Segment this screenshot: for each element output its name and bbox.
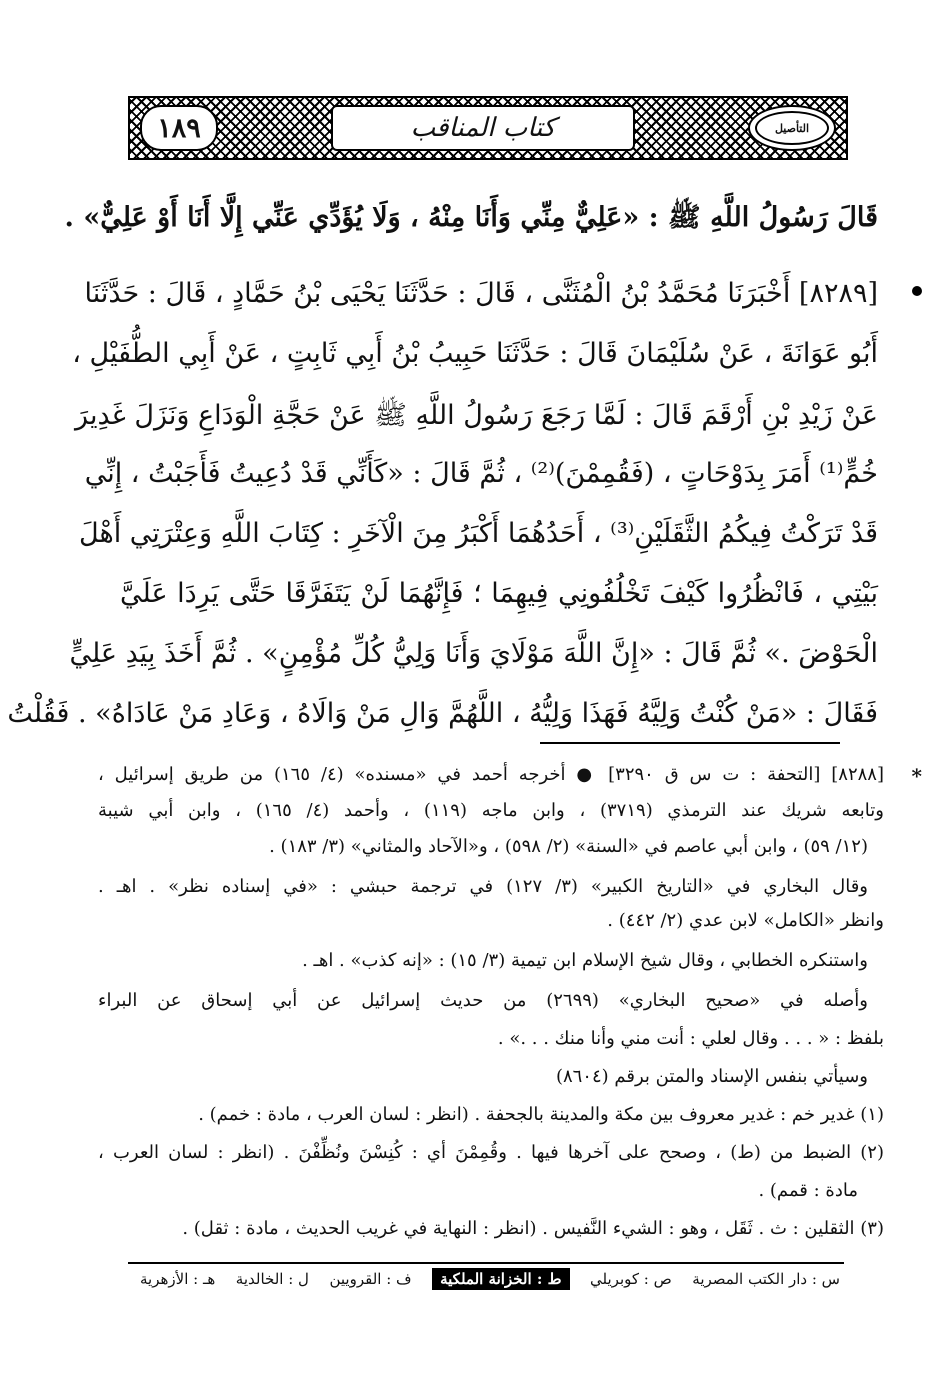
footnote-line: وتابعه شريك عند الترمذي (٣٧١٩) ، وابن ماجه (١١٩) ، وأحمد (٤/ ١٦٥) ، وابن أبي شيبة [98,800,884,821]
text-line: عَنْ زَيْدِ بْنِ أَرْقَمَ قَالَ : لَمَّا رَجَعَ رَسُولُ اللَّهِ ﷺ عَنْ حَجَّةِ الْوَدَاعِ وَنَزَلَ غَدِيرَ [75,400,878,431]
star-mark: * [911,764,922,788]
text-line: خُمٍّ⁽¹⁾ أَمَرَ بِدَوْحَاتٍ ، (فَقُمِمْنَ)⁽²⁾ ، ثُمَّ قَالَ : «كَأَنِّي قَدْ دُعِيتُ فَأَجَبْتُ ، إِنِّي [84,458,878,489]
page-header [128,96,848,160]
siglum: ص : كوبريلي [590,1270,672,1288]
footnote-line: (٢) الضبط من (ط) ، وصحح على آخرها فيها . وقُمِمْنَ أي : كُنِسْنَ ونُظِّفْنَ . (انظر : لسان العرب ، [98,1142,884,1163]
book-title: كتاب المناقب [331,105,635,151]
siglum: هـ : الأزهرية [140,1270,216,1288]
footnote-line: (١٢/ ٥٩) ، وابن أبي عاصم في «السنة» (٢/ ٥٩٨) ، و«الآحاد والمثاني» (٣/ ١٨٣) . [269,836,868,857]
text-line: قَالَ رَسُولُ اللَّهِ ﷺ : «عَلِيٌّ مِنِّي وَأَنَا مِنْهُ ، وَلَا يُؤَدِّي عَنِّي إِلَّا أَنَا أَوْ عَلِيٌّ» . [64,202,878,233]
hadith-start-line [84,278,878,309]
text-line: قَدْ تَرَكْتُ فِيكُمُ الثَّقَلَيْنِ⁽³⁾ ، أَحَدُهُمَا أَكْبَرُ مِنَ الْآخَرِ : كِتَابَ اللَّهِ وَعِتْرَتِي أَهْلَ [79,518,878,549]
footnote-line: وأصله في «صحيح البخاري» (٢٦٩٩) من حديث إسرائيل عن أبي إسحاق عن البراء [98,990,868,1011]
footnote-line: مادة : قمم) . [758,1180,858,1201]
text-line: [٨٢٨٩] أَخْبَرَنَا مُحَمَّدُ بْنُ الْمُثَنَّى ، قَالَ : حَدَّثَنَا يَحْيَى بْنُ حَمَّادٍ ، قَالَ : حَدَّثَنَا [84,278,878,309]
footnote-line: (١) غدير خم : غدير معروف بين مكة والمدينة بالجحفة . (انظر : لسان العرب ، مادة : خمم) . [198,1104,884,1125]
siglum: ل : الخالدية [235,1270,309,1288]
footnote-line: وانظر «الكامل» لابن عدي (٢/ ٤٤٢) . [607,910,884,931]
bullet-icon [912,286,922,296]
page-number: ١٨٩ [140,105,218,151]
siglum: س : دار الكتب المصرية [692,1270,840,1288]
footnote-line: وسيأتي بنفس الإسناد والمتن برقم (٨٦٠٤) [555,1066,868,1087]
footnote-line: وقال البخاري في «التاريخ الكبير» (٣/ ١٢٧) في ترجمة حبشي : «في إسناده نظر» . اهـ . [98,876,868,897]
footnote-divider [540,742,840,744]
text-line: فَقَالَ : «مَنْ كُنْتُ وَلِيَّهُ فَهَذَا وَلِيُّهُ ، اللَّهُمَّ وَالِ مَنْ وَالَاهُ ، وَعَادِ مَنْ عَادَاهُ» . فَقُلْتُ [7,698,878,729]
footnote-line: بلفظ : « . . . وقال لعلي : أنت مني وأنا منك . . .» . [497,1028,884,1049]
footnote-line: واستنكره الخطابي ، وقال شيخ الإسلام ابن تيمية (٣/ ١٥) : «إنه كذب» . اهـ . [302,950,868,971]
footnote-text: [٨٢٨٨] [التحفة : ت س ق ٣٢٩٠] ● أخرجه أحمد في «مسنده» (٤/ ١٦٥) من طريق إسرائيل ، [98,764,884,785]
text-line: الْحَوْضَ .» ثُمَّ قَالَ : «إِنَّ اللَّهَ مَوْلَايَ وَأَنَا وَلِيُّ كُلِّ مُؤْمِنٍ» . ثُمَّ أَخَذَ بِيَدِ عَلِيٍّ [69,638,878,669]
text-line: أَبُو عَوَانَةَ ، عَنْ سُلَيْمَانَ قَالَ : حَدَّثَنَا حَبِيبُ بْنُ أَبِي ثَابِتٍ ، عَنْ أَبِي الطُّفَيْلِ ، [72,338,878,369]
publisher-seal-icon [748,105,836,151]
sigla-divider [128,1262,844,1264]
text-line: بَيْتِي ، فَانْظُرُوا كَيْفَ تَخْلُفُونِي فِيهِمَا ؛ فَإِنَّهُمَا لَنْ يَتَفَرَّقَا حَتَّى يَرِدَا عَلَيَّ [120,578,878,609]
siglum: ف : القرويين [329,1270,412,1288]
footnote-line: (٣) الثقلين : ث . ثَقَل ، وهو : الشيء النَّفيس . (انظر : النهاية في غريب الحديث ، مادة : ثقل) . [182,1218,884,1239]
seal-text: التأصيل [755,111,829,145]
manuscript-sigla [140,1268,840,1290]
siglum-highlighted: ط : الخزانة الملكية [432,1268,569,1290]
footnote-line [98,764,922,788]
